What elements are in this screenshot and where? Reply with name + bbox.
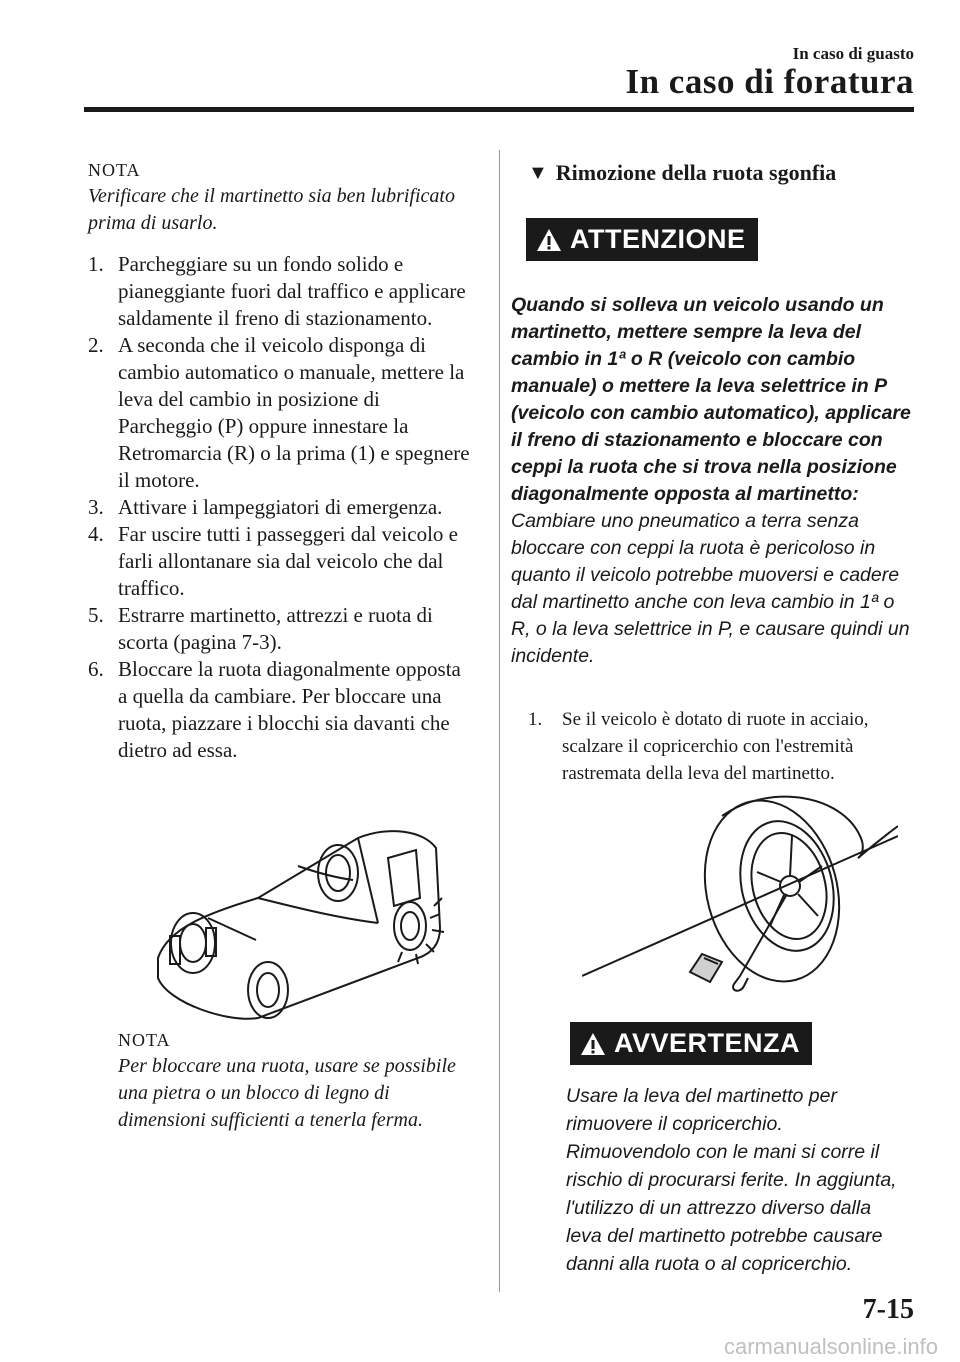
step-number: 5. (88, 603, 104, 627)
note-heading: NOTA (118, 1030, 171, 1050)
page-title: In caso di foratura (625, 62, 914, 101)
warning-icon (536, 228, 562, 252)
step-number: 3. (88, 495, 104, 519)
warning-text: Usare la leva del martinetto per rimuovere il copricerchio. Rimuovendolo con le mani si corre il rischio di procurarsi ferite. In aggiunta, l'utilizzo di un attrezzo diverso dalla leva del martinetto potrebbe causare danni alla ruota o al copricerchio. (566, 1085, 897, 1275)
caution-box (526, 218, 758, 261)
header-rule (84, 107, 914, 112)
list-item (88, 251, 473, 332)
warning-box (570, 1022, 812, 1065)
car-wheel-chock-illustration (148, 818, 448, 1028)
list-item (88, 602, 473, 656)
caution-text-block (511, 292, 911, 670)
triangle-bullet-icon: ▼ (528, 161, 548, 184)
page-number: 7-15 (862, 1294, 914, 1325)
list-item (88, 494, 473, 521)
steps-list (88, 251, 473, 764)
caution-bold-text: Quando si solleva un veicolo usando un martinetto, mettere sempre la leva del cambio in 1ª o R (veicolo con cambio manuale) o mettere la leva selettrice in P (veicolo con cambio automatico), applicare il freno di stazionamento e bloccare con ceppi la ruota che si trova nella posizione diagonalmente opposta al martinetto: (511, 294, 911, 505)
warning-label: AVVERTENZA (614, 1028, 801, 1058)
list-item (88, 656, 473, 764)
warning-icon (580, 1032, 606, 1056)
step-number: 6. (88, 657, 104, 681)
list-item (88, 332, 473, 494)
section-title (528, 160, 928, 186)
list-item (88, 521, 473, 602)
step-number: 4. (88, 522, 104, 546)
caution-body-text: Cambiare uno pneumatico a terra senza bloccare con ceppi la ruota è pericoloso in quanto il veicolo potrebbe muoversi e cadere dal martinetto anche con leva cambio in 1ª o R, o la leva selettrice in P, e causare quindi un incidente. (511, 510, 910, 667)
left-column (88, 160, 473, 764)
step-number: 1. (528, 709, 543, 730)
caution-label: ATTENZIONE (570, 224, 746, 254)
step-text: Far uscire tutti i passeggeri dal veicolo e farli allontanare sia dal veicolo che dal traffico. (118, 522, 458, 600)
warning-badge (570, 1022, 812, 1065)
note-text: Verificare che il martinetto sia ben lubrificato prima di usarlo. (88, 185, 455, 234)
watermark: carmanualsonline.info (723, 1334, 938, 1359)
step-text: Attivare i lampeggiatori di emergenza. (118, 495, 443, 519)
step-number: 2. (88, 333, 104, 357)
chapter-label: In caso di guasto (792, 44, 914, 63)
section-title-text: Rimozione della ruota sgonfia (555, 160, 837, 185)
step-text: Se il veicolo è dotato di ruote in acciaio, scalzare il copricerchio con l'estremità rastremata della leva del martinetto. (562, 709, 869, 784)
step-number: 1. (88, 252, 104, 276)
step-text: Estrarre martinetto, attrezzi e ruota di scorta (pagina 7-3). (118, 603, 433, 654)
removal-step-1 (528, 706, 908, 787)
step-text: Parcheggiare su un fondo solido e pianeggiante fuori dal traffico e applicare saldamente il freno di stazionamento. (118, 252, 466, 330)
wheel-cover-removal-illustration (582, 786, 898, 996)
note-2 (118, 1030, 478, 1134)
column-divider (499, 150, 500, 1292)
note-text: Per bloccare una ruota, usare se possibile una pietra o un blocco di legno di dimensioni sufficienti a tenerla ferma. (118, 1055, 456, 1131)
note-heading: NOTA (88, 160, 141, 180)
step-text: A seconda che il veicolo disponga di cambio automatico o manuale, mettere la leva del cambio in posizione di Parcheggio (P) oppure innestare la Retromarcia (R) o la prima (1) e spegnere il motore. (118, 333, 470, 492)
step-text: Bloccare la ruota diagonalmente opposta a quella da cambiare. Per bloccare una ruota, piazzare i blocchi sia davanti che dietro ad essa. (118, 657, 461, 762)
right-column (528, 160, 928, 186)
caution-badge (526, 218, 758, 261)
